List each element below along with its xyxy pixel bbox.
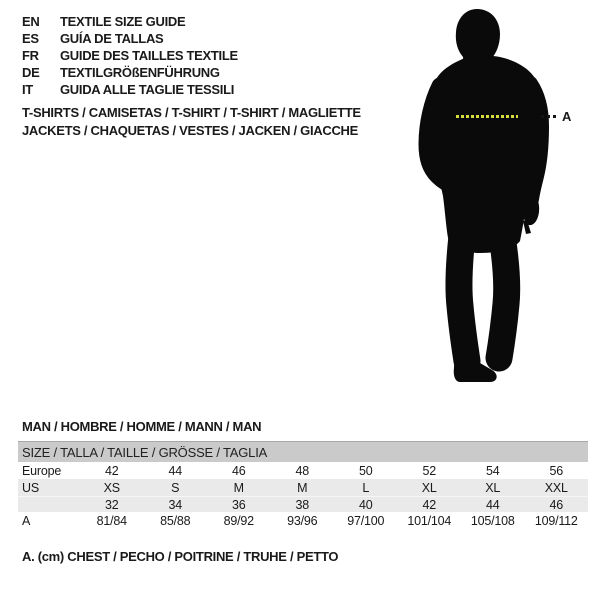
table-cell: L [362,480,370,495]
table-cell: S [171,480,180,495]
table-cell: 50 [358,463,373,478]
table-cell: 89/92 [223,514,254,528]
table-cell: 46 [549,497,563,512]
table-cell: 42 [104,463,119,478]
size-table [18,441,588,530]
language-label: GUÍA DE TALLAS [60,31,164,46]
table-cell: 101/104 [407,514,452,528]
table-cell: 56 [549,463,563,478]
language-code: IT [22,82,33,97]
chest-measure-dashes-black [541,115,559,118]
table-row-chest-a [18,512,588,530]
category-tshirts: T-SHIRTS / CAMISETAS / T-SHIRT / T-SHIRT / MAGLIETTE [22,105,361,120]
measure-a-label: A [562,109,572,124]
table-cell: 44 [168,463,182,478]
language-code: ES [22,31,39,46]
section-title-man: MAN / HOMBRE / HOMME / MANN / MAN [22,419,262,434]
language-row [22,81,238,98]
table-cell: XS [103,480,120,495]
category-jackets: JACKETS / CHAQUETAS / VESTES / JACKEN / GIACCHE [22,123,358,138]
table-cell: 85/88 [160,514,191,528]
language-row [22,13,238,30]
table-cell: 42 [422,497,436,512]
language-label: TEXTILE SIZE GUIDE [60,14,186,29]
table-cell: XXL [544,480,568,495]
table-cell: 48 [295,463,309,478]
table-cell: 38 [295,497,309,512]
table-cell: 54 [485,463,500,478]
language-code: EN [22,14,40,29]
language-label: TEXTILGRÖßENFÜHRUNG [60,65,220,80]
language-row [22,64,238,81]
chest-measure-dashes-yellow [456,115,518,118]
table-cell: 97/100 [347,514,385,528]
table-cell: XL [485,480,501,495]
row-label: US [22,480,39,495]
row-label: A [22,514,31,528]
table-cell: XL [421,480,437,495]
language-label: GUIDA ALLE TAGLIE TESSILI [60,82,235,97]
table-row-numeric [18,496,588,512]
category-lines [22,104,361,140]
language-code: DE [22,65,40,80]
table-cell: 32 [104,497,119,512]
table-cell: 81/84 [96,514,127,528]
row-label: Europe [22,463,62,478]
table-cell: 46 [231,463,246,478]
table-cell: M [297,480,308,495]
language-code: FR [22,48,39,63]
table-cell: 44 [485,497,500,512]
table-cell: 105/108 [470,514,515,528]
table-row-us [18,479,588,496]
man-silhouette-icon [410,6,570,398]
table-cell: 34 [168,497,182,512]
table-cell: 93/96 [287,514,318,528]
language-row [22,47,238,64]
size-table-header: SIZE / TALLA / TAILLE / GRÖSSE / TAGLIA [18,441,588,462]
language-list [22,13,238,98]
table-cell: M [233,480,244,495]
table-cell: 40 [358,497,373,512]
table-cell: 109/112 [534,514,578,528]
table-cell: 52 [422,463,436,478]
language-label: GUIDE DES TAILLES TEXTILE [60,48,238,63]
measurement-footnote: A. (cm) CHEST / PECHO / POITRINE / TRUHE / PETTO [22,549,339,564]
language-row [22,30,238,47]
table-cell: 36 [231,497,246,512]
table-row-europe [18,462,588,479]
